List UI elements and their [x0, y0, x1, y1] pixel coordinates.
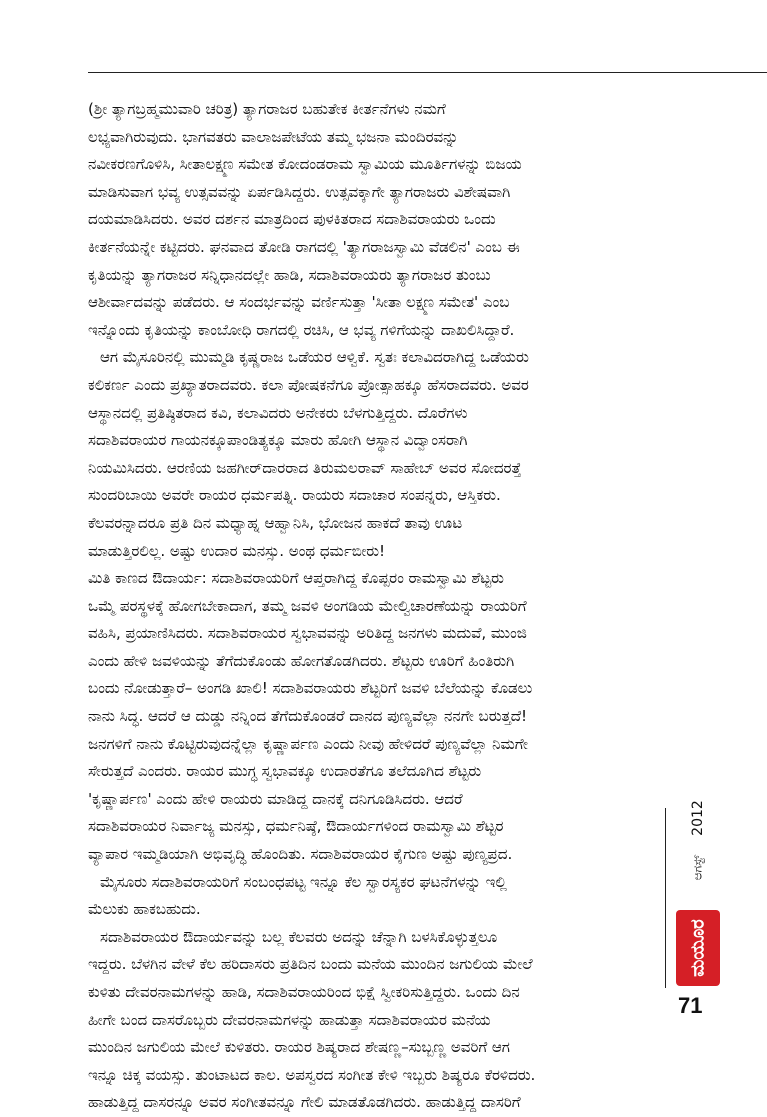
- text-line: ಹಾಡುತ್ತಿದ್ದ ದಾಸರನ್ನೂ ಅವರ ಸಂಗೀತವನ್ನೂ ಗೇಲಿ ಮಾಡತೊಡಗಿದರು. ಹಾಡುತ್ತಿದ್ದ ದಾಸರಿಗೆ: [88, 1093, 521, 1112]
- text-line: ಹೀಗೇ ಬಂದ ದಾಸರೊಬ್ಬರು ದೇವರನಾಮಗಳನ್ನು ಹಾಡುತ್ತಾ ಸದಾಶಿವರಾಯರ ಮನೆಯ: [88, 1010, 491, 1029]
- text-line: ಕುಳಿತು ದೇವರನಾಮಗಳನ್ನು ಹಾಡಿ, ಸದಾಶಿವರಾಯರಿಂದ ಭಿಕ್ಷೆ ಸ್ವೀಕರಿಸುತ್ತಿದ್ದರು. ಒಂದು ದಿನ: [88, 983, 520, 1001]
- issue-year: 2012: [690, 800, 706, 836]
- text-line: ಮುಂದಿನ ಜಗುಲಿಯ ಮೇಲೆ ಕುಳಿತರು. ರಾಯರ ಶಿಷ್ಯರಾದ ಶೇಷಣ್ಣ–ಸುಬ್ಬಣ್ಣ ಅವರಿಗೆ ಆಗ: [88, 1038, 510, 1057]
- text-line: (ಶ್ರೀ ತ್ಯಾಗಬ್ರಹ್ಮಮುವಾರಿ ಚರಿತ್ರ) ತ್ಯಾಗರಾಜರ ಬಹುತೇಕ ಕೀರ್ತನೆಗಳು ನಮಗೆ: [88, 100, 446, 118]
- text-line: ಇದ್ದರು. ಬೆಳಗಿನ ವೇಳೆ ಕೆಲ ಹರಿದಾಸರು ಪ್ರತಿದಿನ ಬಂದು ಮನೆಯ ಮುಂದಿನ ಜಗುಲಿಯ ಮೇಲೆ: [88, 955, 533, 974]
- text-line: ನಾನು ಸಿದ್ಧ. ಆದರೆ ಆ ದುಡ್ಡು ನನ್ನಿಂದ ತೆಗೆದುಕೊಂಡರೆ ದಾನದ ಪುಣ್ಯವೆಲ್ಲಾ ನನಗೇ ಬರುತ್ತದೆ!: [88, 707, 528, 726]
- text-line: ಬಂದು ನೋಡುತ್ತಾರೆ– ಅಂಗಡಿ ಖಾಲಿ! ಸದಾಶಿವರಾಯರು ಶೆಟ್ಟರಿಗೆ ಜವಳಿ ಬೆಲೆಯನ್ನು ಕೊಡಲು: [88, 679, 533, 698]
- text-line: ಆಸ್ಥಾನದಲ್ಲಿ ಪ್ರತಿಷ್ಠಿತರಾದ ಕವಿ, ಕಲಾವಿದರು ಅನೇಕರು ಬೆಳಗುತ್ತಿದ್ದರು. ದೊರೆಗಳು: [88, 403, 468, 422]
- text-line: ಮೈಸೂರು ಸದಾಶಿವರಾಯರಿಗೆ ಸಂಬಂಧಪಟ್ಟ ಇನ್ನೂ ಕೆಲ ಸ್ವಾರಸ್ಯಕರ ಘಟನೆಗಳನ್ನು ಇಲ್ಲಿ: [100, 872, 507, 891]
- text-line: ಇನ್ನೊಂದು ಕೃತಿಯನ್ನು ಕಾಂಬೋಧಿ ರಾಗದಲ್ಲಿ ರಚಿಸಿ, ಆ ಭವ್ಯ ಗಳಿಗೆಯನ್ನು ದಾಖಲಿಸಿದ್ದಾರೆ.: [88, 320, 515, 339]
- text-line: ಕೃತಿಯನ್ನು ತ್ಯಾಗರಾಜರ ಸನ್ನಿಧಾನದಲ್ಲೇ ಹಾಡಿ, ಸದಾಶಿವರಾಯರು ತ್ಯಾಗರಾಜರ ತುಂಬು: [88, 265, 491, 284]
- text-line: ವ್ಯಾಪಾರ ಇಮ್ಮಡಿಯಾಗಿ ಅಭಿವೃದ್ಧಿ ಹೊಂದಿತು. ಸದಾಶಿವರಾಯರ ಕೈಗುಣ ಅಷ್ಟು ಪುಣ್ಯಪ್ರದ.: [88, 845, 513, 864]
- text-line: ನಿಯಮಿಸಿದರು. ಆರಣಿಯ ಜಹಗೀರ್‌ದಾರರಾದ ತಿರುಮಲರಾವ್ ಸಾಹೇಬ್ ಅವರ ಸೋದರತ್ತೆ: [88, 458, 522, 477]
- text-line: ದಯಮಾಡಿಸಿದರು. ಅವರ ದರ್ಶನ ಮಾತ್ರದಿಂದ ಪುಳಕಿತರಾದ ಸದಾಶಿವರಾಯರು ಒಂದು: [88, 210, 496, 229]
- text-line: ಕಲಿಕರ್ಣ ಎಂದು ಪ್ರಖ್ಯಾತರಾದವರು. ಕಲಾ ಪೋಷಕನೆಗೂ ಪ್ರೋತ್ಸಾಹಕ್ಕೂ ಹೆಸರಾದವರು. ಅವರ: [88, 375, 529, 394]
- header-rule: [88, 72, 767, 73]
- text-line: ಸದಾಶಿವರಾಯರ ನಿರ್ವಾಜ್ಯ ಮನಸ್ಸು, ಧರ್ಮನಿಷ್ಠೆ, ಔದಾರ್ಯಗಳಿಂದ ರಾಮಸ್ವಾಮಿ ಶೆಟ್ಟರ: [88, 817, 504, 836]
- text-line: ಸದಾಶಿವರಾಯರ ಗಾಯನಕ್ಕೂಪಾಂಡಿತ್ಯಕ್ಕೂ ಮಾರು ಹೋಗಿ ಆಸ್ಥಾನ ವಿದ್ವಾಂಸರಾಗಿ: [88, 431, 468, 450]
- magazine-logo: [676, 910, 720, 986]
- text-line: ಸುಂದರಿಬಾಯಿ ಅವರೇ ರಾಯರ ಧರ್ಮಪತ್ನಿ. ರಾಯರು ಸದಾಚಾರ ಸಂಪನ್ನರು, ಆಸ್ತಿಕರು.: [88, 486, 501, 505]
- magazine-name: ಮಯೂರ: [687, 919, 709, 977]
- text-line: ಒಮ್ಮೆ ಪರಸ್ಥಳಕ್ಕೆ ಹೋಗಬೇಕಾದಾಗ, ತಮ್ಮ ಜವಳಿ ಅಂಗಡಿಯ ಮೇಲ್ವಿಚಾರಣೆಯನ್ನು ರಾಯರಿಗೆ: [88, 596, 527, 615]
- text-line: ಮೆಲುಕು ಹಾಕಬಹುದು.: [88, 900, 201, 919]
- magazine-footer: [676, 788, 720, 988]
- footer-vertical-rule: [665, 808, 666, 988]
- text-line: ಜನಗಳಿಗೆ ನಾನು ಕೊಟ್ಟಿರುವುದನ್ನೆಲ್ಲಾ ಕೃಷ್ಣಾರ್ಪಣ ಎಂದು ನೀವು ಹೇಳಿದರೆ ಪುಣ್ಯವೆಲ್ಲಾ ನಿಮಗೇ: [88, 734, 528, 753]
- text-line: ಸದಾಶಿವರಾಯರ ಔದಾರ್ಯವನ್ನು ಬಲ್ಲ ಕೆಲವರು ಅದನ್ನು ಚೆನ್ನಾಗಿ ಬಳಸಿಕೊಳ್ಳುತ್ತಲೂ: [100, 927, 498, 946]
- text-line: ಇನ್ನೂ ಚಿಕ್ಕ ವಯಸ್ಸು. ತುಂಟಾಟದ ಕಾಲ. ಅಪಸ್ವರದ ಸಂಗೀತ ಕೇಳಿ ಇಬ್ಬರು ಶಿಷ್ಯರೂ ಕೆರಳಿದರು.: [88, 1065, 536, 1084]
- issue-month: ಆಗಸ್ಟ್: [690, 854, 705, 881]
- text-line: ಮಾಡಿಸುವಾಗ ಭವ್ಯ ಉತ್ಸವವನ್ನು ಏರ್ಪಡಿಸಿದ್ದರು. ಉತ್ಸವಕ್ಕಾಗೇ ತ್ಯಾಗರಾಜರು ವಿಶೇಷವಾಗಿ: [88, 182, 511, 201]
- text-line: ಕೀರ್ತನೆಯನ್ನೇ ಕಟ್ಟಿದರು. ಘನವಾದ ತೋಡಿ ರಾಗದಲ್ಲಿ 'ತ್ಯಾಗರಾಜಸ್ವಾಮಿ ವೆಡಲಿನ' ಎಂಬ ಈ: [88, 237, 520, 256]
- article-body: [88, 96, 633, 1117]
- page-number: 71: [678, 993, 703, 1018]
- text-line: ಮಿತಿ ಕಾಣದ ಔದಾರ್ಯ: ಸದಾಶಿವರಾಯರಿಗೆ ಆಪ್ತರಾಗಿದ್ದ ಕೊಪ್ಪರಂ ರಾಮಸ್ವಾಮಿ ಶೆಟ್ಟರು: [88, 569, 504, 588]
- text-line: ವಹಿಸಿ, ಪ್ರಯಾಣಿಸಿದರು. ಸದಾಶಿವರಾಯರ ಸ್ವಭಾವವನ್ನು ಅರಿತಿದ್ದ ಜನಗಳು ಮದುವೆ, ಮುಂಜಿ: [88, 624, 527, 643]
- text-line: ಮಾಡುತ್ತಿರಲಿಲ್ಲ. ಅಷ್ಟು ಉದಾರ ಮನಸ್ಸು. ಅಂಥ ಧರ್ಮಬೀರು!: [88, 541, 385, 560]
- text-line: ಆಶೀರ್ವಾದವನ್ನು ಪಡೆದರು. ಆ ಸಂದರ್ಭವನ್ನು ವರ್ಣಿಸುತ್ತಾ 'ಸೀತಾ ಲಕ್ಷ್ಮಣ ಸಮೇತ' ಎಂಬ: [88, 293, 510, 312]
- text-line: ಸೇರುತ್ತದೆ ಎಂದರು. ರಾಯರ ಮುಗ್ಧ ಸ್ವಭಾವಕ್ಕೂ ಉದಾರತೆಗೂ ತಲೆದೂಗಿದ ಶೆಟ್ಟರು: [88, 762, 482, 781]
- text-line: ನವೀಕರಣಗೊಳಿಸಿ, ಸೀತಾಲಕ್ಷ್ಮಣ ಸಮೇತ ಕೋದಂಡರಾಮ ಸ್ವಾಮಿಯ ಮೂರ್ತಿಗಳನ್ನು ಬಿಜಯ: [88, 155, 522, 174]
- text-line: ಆಗ ಮೈಸೂರಿನಲ್ಲಿ ಮುಮ್ಮಡಿ ಕೃಷ್ಣರಾಜ ಒಡೆಯರ ಆಳ್ವಿಕೆ. ಸ್ವತಃ ಕಲಾವಿದರಾಗಿದ್ದ ಒಡೆಯರು: [100, 348, 529, 367]
- text-line: 'ಕೃಷ್ಣಾರ್ಪಣ' ಎಂದು ಹೇಳಿ ರಾಯರು ಮಾಡಿದ್ದ ದಾನಕ್ಕೆ ದನಿಗೂಡಿಸಿದರು. ಆದರೆ: [88, 789, 463, 808]
- text-line: ಲಭ್ಯವಾಗಿರುವುದು. ಭಾಗವತರು ವಾಲಾಜಪೇಟೆಯ ತಮ್ಮ ಭಜನಾ ಮಂದಿರವನ್ನು: [88, 127, 459, 146]
- text-line: ಕೆಲವರನ್ನಾದರೂ ಪ್ರತಿ ದಿನ ಮಧ್ಯಾಹ್ನ ಆಹ್ವಾನಿಸಿ, ಭೋಜನ ಹಾಕದೆ ತಾವು ಊಟ: [88, 513, 463, 532]
- text-line: ಎಂದು ಹೇಳಿ ಜವಳಿಯನ್ನು ತೆಗೆದುಕೊಂಡು ಹೋಗತೊಡಗಿದರು. ಶೆಟ್ಟರು ಊರಿಗೆ ಹಿಂತಿರುಗಿ: [88, 651, 515, 670]
